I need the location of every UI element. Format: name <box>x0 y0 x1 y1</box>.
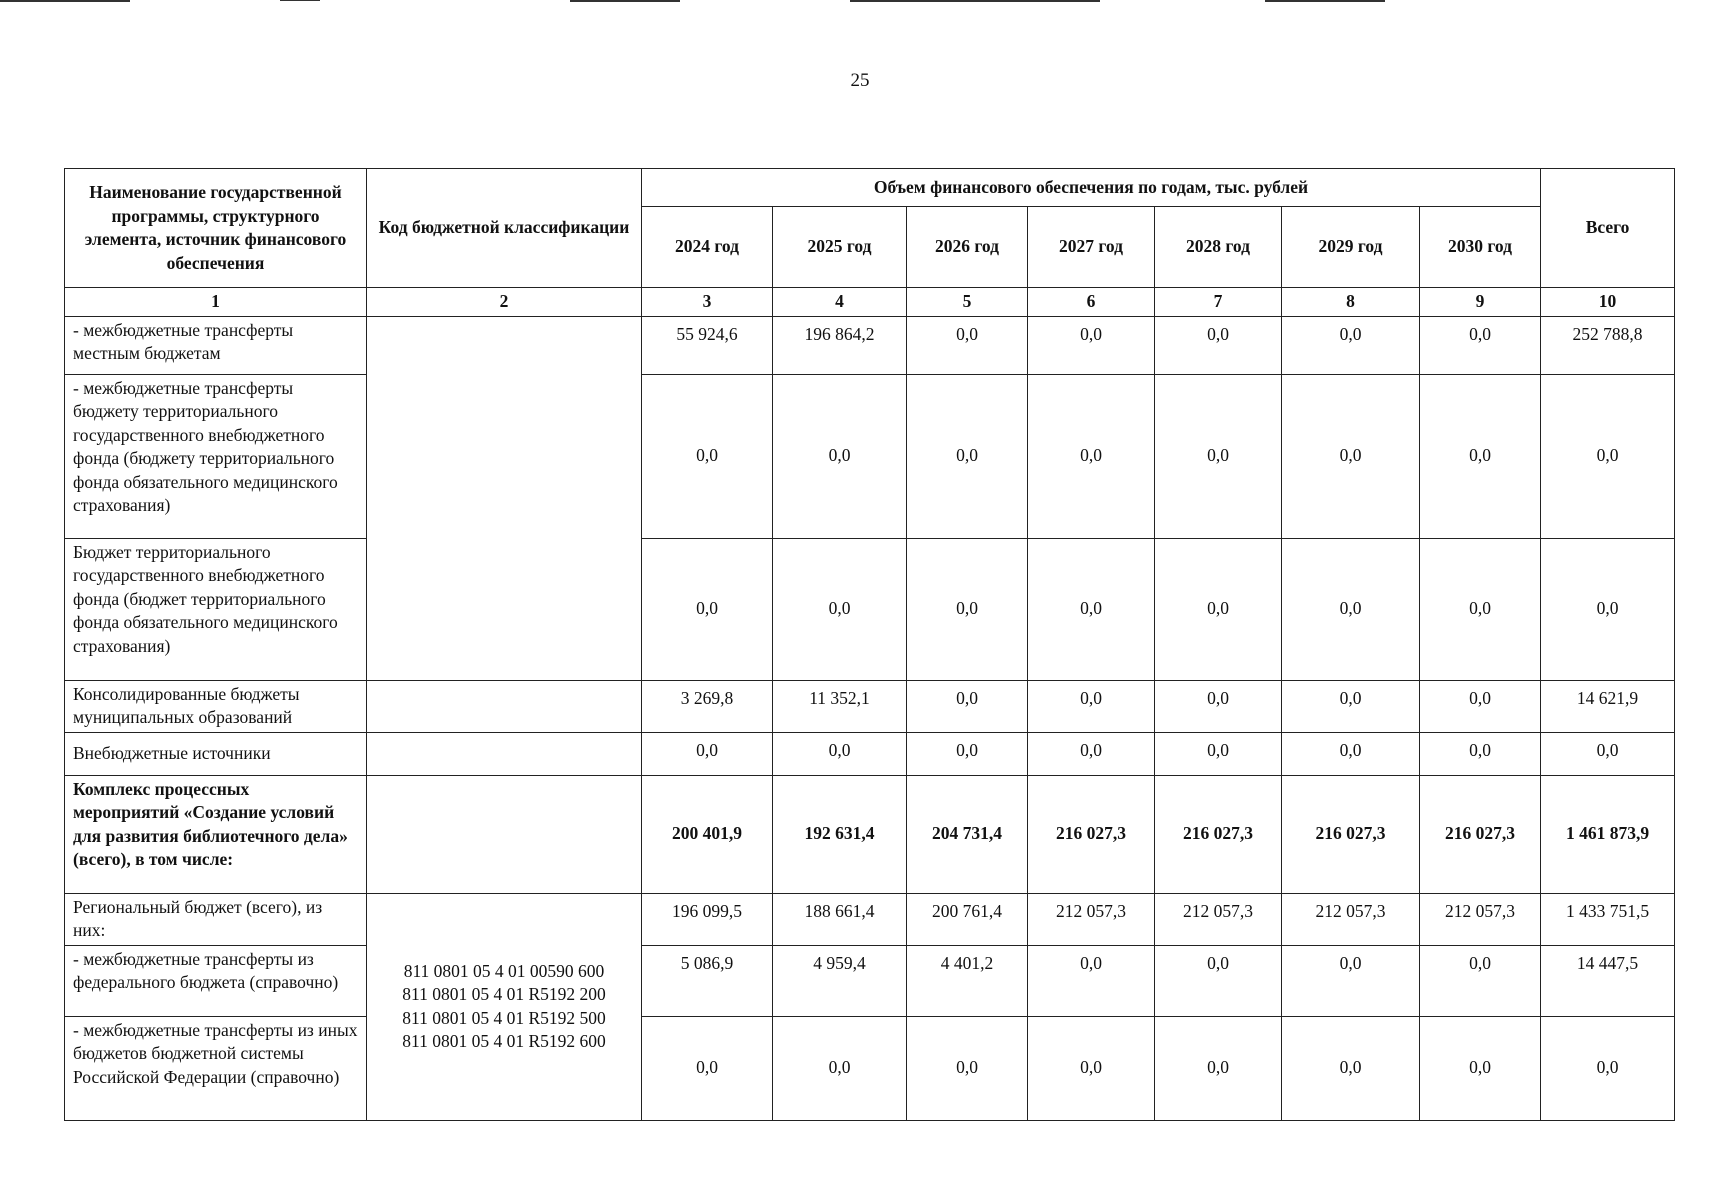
value-cell: 192 631,4 <box>773 775 907 893</box>
value-cell: 0,0 <box>1155 732 1282 775</box>
table-row <box>65 374 1675 538</box>
value-cell: 14 447,5 <box>1541 945 1675 1016</box>
top-edge-line <box>570 0 680 2</box>
value-cell: 200 761,4 <box>907 893 1028 945</box>
table-row <box>65 1016 1675 1120</box>
value-cell: 0,0 <box>642 374 773 538</box>
value-cell: 0,0 <box>1155 316 1282 374</box>
value-cell: 0,0 <box>1282 945 1420 1016</box>
table-row <box>65 680 1675 732</box>
value-cell: 14 621,9 <box>1541 680 1675 732</box>
row-name: Региональный бюджет (всего), из них: <box>65 893 367 945</box>
value-cell: 212 057,3 <box>1282 893 1420 945</box>
value-cell: 0,0 <box>1028 316 1155 374</box>
value-cell: 0,0 <box>907 316 1028 374</box>
value-cell: 0,0 <box>642 538 773 680</box>
value-cell: 0,0 <box>1541 1016 1675 1120</box>
value-cell: 5 086,9 <box>642 945 773 1016</box>
page-number: 25 <box>850 70 870 91</box>
value-cell: 0,0 <box>1420 1016 1541 1120</box>
table-row <box>65 316 1675 374</box>
table-row <box>65 893 1675 945</box>
value-cell: 0,0 <box>907 538 1028 680</box>
financing-table <box>64 168 1675 1121</box>
value-cell: 0,0 <box>773 1016 907 1120</box>
top-edge-line <box>0 0 130 2</box>
header-year: 2030 год <box>1420 207 1541 288</box>
row-name: - межбюджетные трансферты из иных бюджетов бюджетной системы Российской Федерации (справочно) <box>65 1016 367 1120</box>
value-cell: 0,0 <box>1155 1016 1282 1120</box>
value-cell: 0,0 <box>1028 374 1155 538</box>
table-row <box>65 775 1675 893</box>
value-cell: 0,0 <box>1155 945 1282 1016</box>
value-cell: 0,0 <box>1282 316 1420 374</box>
row-name: Комплекс процессных мероприятий «Создание условий для развития библиотечного дела» (всего), в том числе: <box>65 775 367 893</box>
value-cell: 55 924,6 <box>642 316 773 374</box>
value-cell: 196 099,5 <box>642 893 773 945</box>
budget-code: 811 0801 05 4 01 R5192 500 <box>402 1007 606 1028</box>
column-number: 1 <box>65 288 367 317</box>
value-cell: 0,0 <box>1282 374 1420 538</box>
budget-code: 811 0801 05 4 01 00590 600 <box>403 960 605 981</box>
column-number: 7 <box>1155 288 1282 317</box>
value-cell: 0,0 <box>907 732 1028 775</box>
value-cell: 0,0 <box>1155 374 1282 538</box>
value-cell: 0,0 <box>1028 945 1155 1016</box>
row-name: - межбюджетные трансферты бюджету территориального государственного внебюджетного фонда (бюджету территориального фонда обязательного медицинского страхования) <box>65 374 367 538</box>
value-cell: 3 269,8 <box>642 680 773 732</box>
top-edge-line <box>1265 0 1385 2</box>
column-number: 2 <box>367 288 642 317</box>
header-year: 2028 год <box>1155 207 1282 288</box>
row-name: Консолидированные бюджеты муниципальных образований <box>65 680 367 732</box>
budget-code-cell <box>367 316 642 680</box>
value-cell: 0,0 <box>1282 732 1420 775</box>
header-year: 2024 год <box>642 207 773 288</box>
value-cell: 0,0 <box>1420 316 1541 374</box>
value-cell: 212 057,3 <box>1155 893 1282 945</box>
table-row <box>65 538 1675 680</box>
value-cell: 0,0 <box>1155 538 1282 680</box>
header-volume-group: Объем финансового обеспечения по годам, тыс. рублей <box>642 169 1541 207</box>
value-cell: 0,0 <box>1541 732 1675 775</box>
value-cell: 0,0 <box>1420 732 1541 775</box>
value-cell: 216 027,3 <box>1028 775 1155 893</box>
value-cell: 0,0 <box>1541 538 1675 680</box>
column-number: 6 <box>1028 288 1155 317</box>
header-total-col: Всего <box>1541 169 1675 288</box>
value-cell: 0,0 <box>773 538 907 680</box>
value-cell: 200 401,9 <box>642 775 773 893</box>
budget-code-list <box>367 893 642 1120</box>
value-cell: 4 959,4 <box>773 945 907 1016</box>
header-year: 2025 год <box>773 207 907 288</box>
value-cell: 0,0 <box>1282 538 1420 680</box>
value-cell: 0,0 <box>1420 680 1541 732</box>
value-cell: 212 057,3 <box>1420 893 1541 945</box>
column-number: 5 <box>907 288 1028 317</box>
column-number: 9 <box>1420 288 1541 317</box>
value-cell: 0,0 <box>1541 374 1675 538</box>
value-cell: 0,0 <box>1028 538 1155 680</box>
header-code-col: Код бюджетной классификации <box>367 169 642 288</box>
value-cell: 0,0 <box>1155 680 1282 732</box>
value-cell: 196 864,2 <box>773 316 907 374</box>
value-cell: 216 027,3 <box>1155 775 1282 893</box>
top-edge-line <box>850 0 1100 2</box>
value-cell: 204 731,4 <box>907 775 1028 893</box>
value-cell: 0,0 <box>1028 680 1155 732</box>
row-name: - межбюджетные трансферты местным бюджетам <box>65 316 367 374</box>
value-cell: 0,0 <box>1420 945 1541 1016</box>
budget-code-cell <box>367 732 642 775</box>
value-cell: 0,0 <box>1420 374 1541 538</box>
value-cell: 216 027,3 <box>1282 775 1420 893</box>
value-cell: 0,0 <box>907 374 1028 538</box>
row-name: - межбюджетные трансферты из федерального бюджета (справочно) <box>65 945 367 1016</box>
value-cell: 212 057,3 <box>1028 893 1155 945</box>
value-cell: 0,0 <box>773 374 907 538</box>
row-name: Внебюджетные источники <box>65 732 367 775</box>
column-number: 10 <box>1541 288 1675 317</box>
value-cell: 1 461 873,9 <box>1541 775 1675 893</box>
value-cell: 0,0 <box>907 680 1028 732</box>
value-cell: 216 027,3 <box>1420 775 1541 893</box>
budget-code-cell <box>367 680 642 732</box>
value-cell: 0,0 <box>773 732 907 775</box>
value-cell: 11 352,1 <box>773 680 907 732</box>
budget-code: 811 0801 05 4 01 R5192 200 <box>402 984 606 1004</box>
value-cell: 188 661,4 <box>773 893 907 945</box>
table-row <box>65 732 1675 775</box>
value-cell: 0,0 <box>1282 680 1420 732</box>
value-cell: 0,0 <box>1028 1016 1155 1120</box>
budget-code-cell <box>367 775 642 893</box>
value-cell: 0,0 <box>1028 732 1155 775</box>
header-year: 2029 год <box>1282 207 1420 288</box>
value-cell: 0,0 <box>1282 1016 1420 1120</box>
column-number: 3 <box>642 288 773 317</box>
value-cell: 1 433 751,5 <box>1541 893 1675 945</box>
table-row <box>65 945 1675 1016</box>
column-number: 8 <box>1282 288 1420 317</box>
header-year: 2026 год <box>907 207 1028 288</box>
value-cell: 0,0 <box>907 1016 1028 1120</box>
value-cell: 0,0 <box>1420 538 1541 680</box>
value-cell: 0,0 <box>642 732 773 775</box>
header-name-col: Наименование государственной программы, структурного элемента, источник финансового обеспечения <box>65 169 367 288</box>
top-edge-line <box>280 0 320 1</box>
column-number: 4 <box>773 288 907 317</box>
budget-code: 811 0801 05 4 01 R5192 600 <box>402 1031 606 1051</box>
row-name: Бюджет территориального государственного внебюджетного фонда (бюджет территориального фонда обязательного медицинского страхования) <box>65 538 367 680</box>
value-cell: 4 401,2 <box>907 945 1028 1016</box>
value-cell: 252 788,8 <box>1541 316 1675 374</box>
value-cell: 0,0 <box>642 1016 773 1120</box>
header-year: 2027 год <box>1028 207 1155 288</box>
